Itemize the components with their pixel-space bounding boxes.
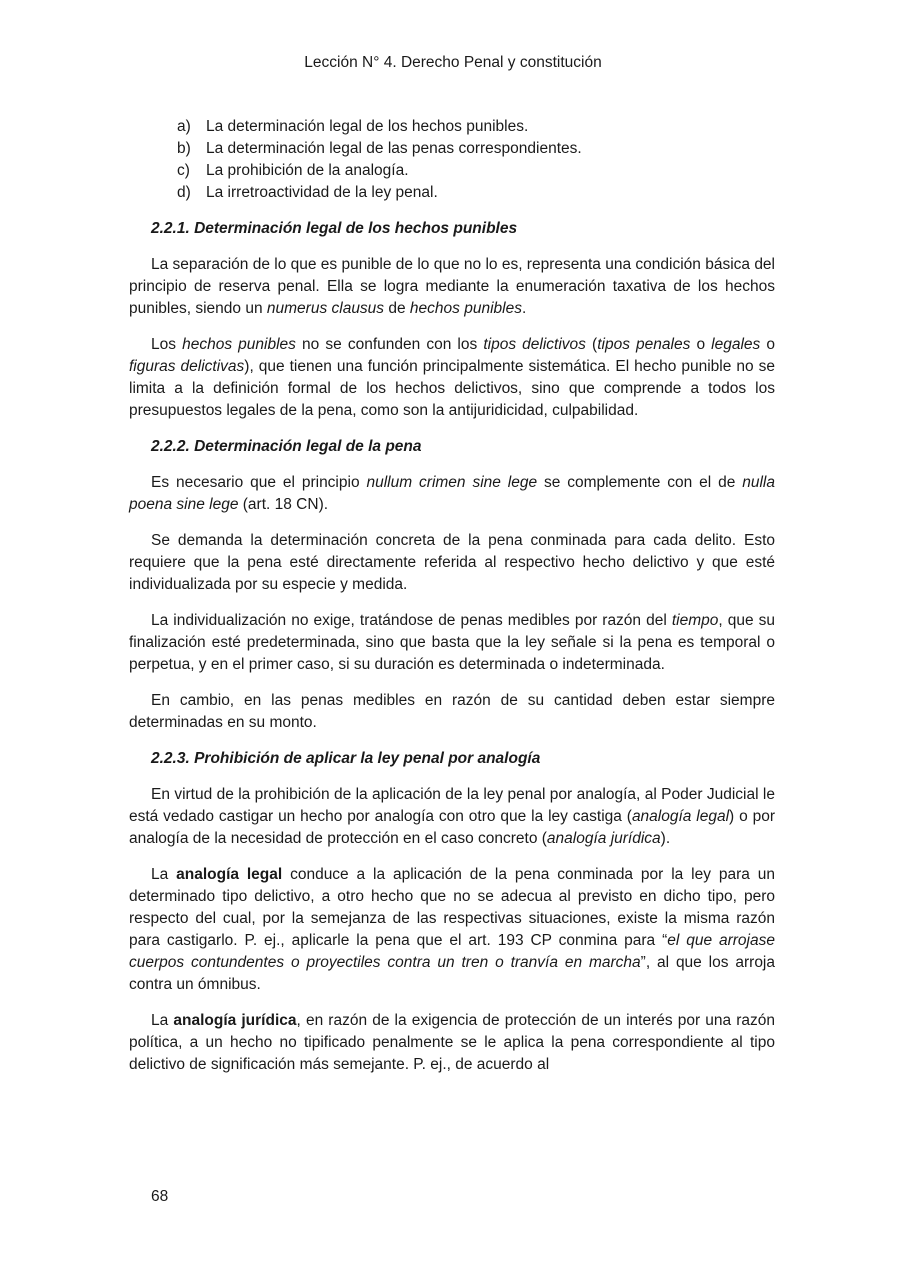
- bold-term: analogía legal: [176, 866, 283, 883]
- list-item-text: La determinación legal de las penas correspondientes.: [206, 140, 582, 157]
- paragraph: En cambio, en las penas medibles en razón de su cantidad deben estar siempre determinadas en su monto.: [129, 692, 775, 731]
- text-run: La: [151, 866, 177, 883]
- italic-term: nullum crimen sine lege: [366, 474, 538, 491]
- section-heading-221: 2.2.1. Determinación legal de los hechos punibles: [151, 220, 518, 237]
- paragraph: [129, 864, 775, 996]
- page-body: [129, 116, 775, 1090]
- text-run: o: [760, 336, 776, 353]
- section-heading-222: 2.2.2. Determinación legal de la pena: [151, 438, 422, 455]
- italic-term: tipos delictivos: [483, 336, 586, 353]
- italic-quote: el que arrojase cuerpos contundentes o proyectiles contra un tren o tranvía en marcha: [129, 932, 775, 971]
- italic-term: tiempo: [671, 612, 719, 629]
- list-item: [177, 138, 775, 160]
- paragraph: [129, 334, 775, 422]
- list-item-text: La irretroactividad de la ley penal.: [206, 184, 438, 201]
- text-run: o: [690, 336, 712, 353]
- list-marker: b): [177, 140, 191, 157]
- bold-term: analogía jurídica: [173, 1012, 297, 1029]
- text-run: La separación de lo que es punible de lo que no lo es, representa una condición básica del principio de reserva penal. Ella se logra mediante la enumeración taxativa de los hechos punibles, siendo un: [129, 256, 775, 317]
- text-run: Es necesario que el principio: [151, 474, 367, 491]
- list-item: [177, 160, 775, 182]
- section-heading-223: 2.2.3. Prohibición de aplicar la ley penal por analogía: [151, 750, 541, 767]
- text-run: no se confunden con los: [295, 336, 484, 353]
- text-run: Los: [151, 336, 183, 353]
- text-run: ).: [660, 830, 671, 847]
- italic-term: hechos punibles: [182, 336, 296, 353]
- italic-term: hechos punibles: [409, 300, 522, 317]
- list-item-text: La prohibición de la analogía.: [206, 162, 409, 179]
- paragraph: [129, 472, 775, 516]
- text-run: se complemente con el de: [537, 474, 743, 491]
- text-run: La individualización no exige, tratándose de penas medibles por razón del: [151, 612, 672, 629]
- italic-term: nulla poena sine lege: [129, 474, 775, 513]
- text-run: , en razón de la exigencia de protección de un interés por una razón política, a un hecho no tipificado penalmente se le aplica la pena correspondiente al tipo delictivo de significación más semejante. P. ej., de acuerdo al: [129, 1012, 775, 1073]
- list-marker: c): [177, 162, 190, 179]
- italic-term: analogía legal: [631, 808, 730, 825]
- running-header: Lección N° 4. Derecho Penal y constitución: [304, 54, 602, 71]
- text-run: En virtud de la prohibición de la aplicación de la ley penal por analogía, al Poder Judicial le está vedado castigar un hecho por analogía con otro que la ley castiga (: [129, 786, 775, 825]
- text-run: conduce a la aplicación de la pena conminada por la ley para un determinado tipo delictivo, a otro hecho que no se adecua al previsto en dicho tipo, pero respecto del cual, por la semejanza de las respectivas situaciones, existe la misma razón para castigarlo. P. ej., aplicarle la pena que el art. 193 CP conmina para “: [129, 866, 775, 949]
- italic-term: numerus clausus: [266, 300, 385, 317]
- list-item: [177, 182, 775, 204]
- paragraph: [129, 254, 775, 320]
- list-item-text: La determinación legal de los hechos punibles.: [206, 118, 529, 135]
- paragraph: Se demanda la determinación concreta de la pena conminada para cada delito. Esto requiere que la pena esté directamente referida al respectivo hecho delictivo y que esté individualizada por su especie y medida.: [129, 532, 775, 593]
- italic-term: figuras delictivas: [129, 358, 245, 375]
- text-run: .: [521, 300, 527, 317]
- list-marker: a): [177, 118, 191, 135]
- text-run: de: [384, 300, 410, 317]
- paragraph: [129, 784, 775, 850]
- text-run: (art. 18 CN).: [238, 496, 329, 513]
- paragraph: [129, 1010, 775, 1076]
- italic-term: tipos penales: [597, 336, 691, 353]
- principles-list: [129, 116, 775, 204]
- paragraph: [129, 610, 775, 676]
- list-marker: d): [177, 184, 191, 201]
- list-item: [177, 116, 775, 138]
- text-run: , que su finalización esté predeterminada, sino que basta que la ley señale si la pena es temporal o perpetua, y en el primer caso, si su duración es determinada o indeterminada.: [129, 612, 775, 673]
- italic-term: analogía jurídica: [546, 830, 661, 847]
- text-run: La: [151, 1012, 174, 1029]
- page-number: 68: [151, 1188, 169, 1205]
- text-run: ) o por analogía de la necesidad de protección en el caso concreto (: [129, 808, 775, 847]
- text-run: (: [585, 336, 598, 353]
- text-run: ), que tienen una función principalmente sistemática. El hecho punible no se limita a la definición formal de los hechos delictivos, sino que comprende a todos los presupuestos legales de la pena, como son la antijuridicidad, culpabilidad.: [129, 358, 775, 419]
- italic-term: legales: [711, 336, 761, 353]
- text-run: ”, al que los arroja contra un ómnibus.: [129, 954, 775, 993]
